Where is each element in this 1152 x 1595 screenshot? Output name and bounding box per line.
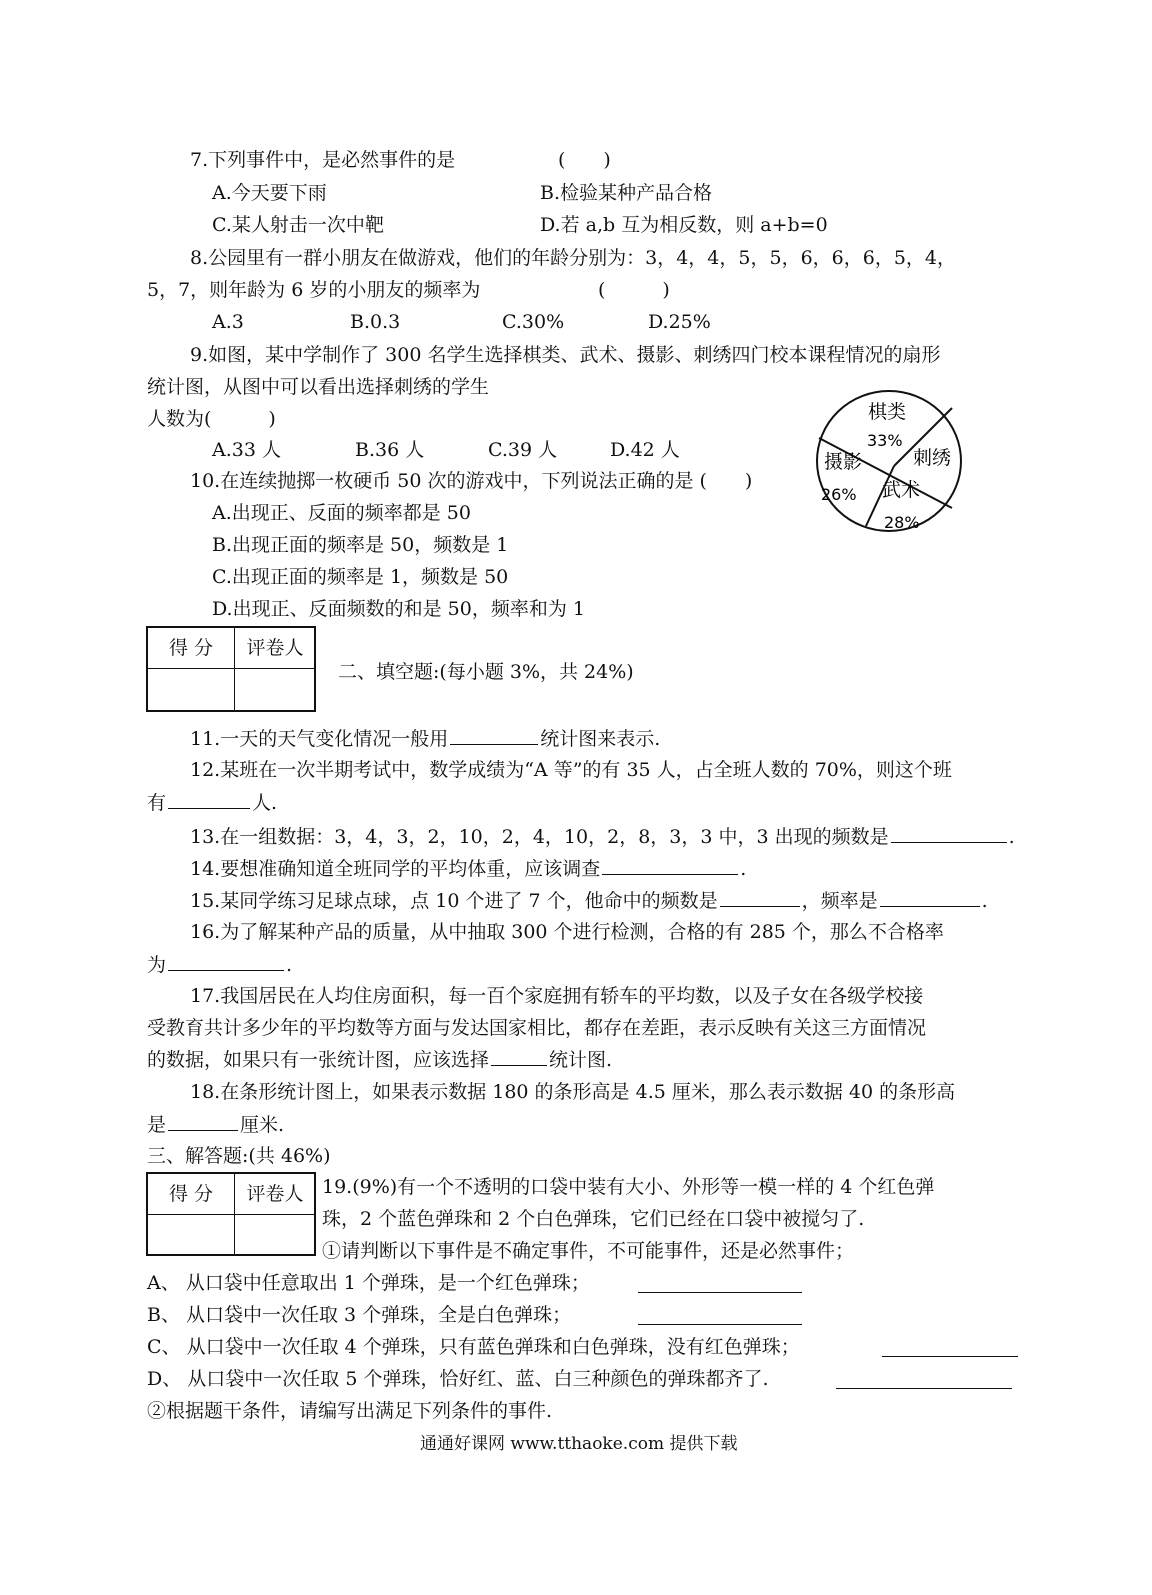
q9-option-a: A.33 人 — [212, 439, 281, 461]
q19-item-a-blank[interactable] — [638, 1274, 802, 1293]
q19-item-b — [147, 1303, 571, 1327]
q19-item-d — [147, 1367, 768, 1391]
score-box-row-divider — [148, 668, 314, 669]
q17-line1: 17.我国居民在人均住房面积，每一百个家庭拥有轿车的平均数，以及子女在各级学校接 — [190, 985, 924, 1007]
pie-chart — [812, 386, 972, 538]
pie-slice-pct-wushu: 28% — [884, 513, 920, 532]
q9-stem-line2: 统计图，从图中可以看出选择刺绣的学生 — [147, 376, 490, 398]
q16-blank[interactable] — [168, 952, 284, 971]
score-box-divider — [234, 628, 235, 710]
q16-text-pre: 为 — [147, 954, 167, 976]
q18-line2 — [147, 1112, 284, 1137]
q19-item-a-text: A、 从口袋中任意取出 1 个弹珠，是一个红色弹珠； — [147, 1272, 590, 1294]
q19-item-c-text: C、 从口袋中一次任取 4 个弹珠，只有蓝色弹珠和白色弹珠，没有红色弹珠； — [147, 1336, 800, 1358]
q15-blank-2[interactable] — [880, 888, 980, 907]
q11-text-pre: 11.一天的天气变化情况一般用 — [190, 728, 449, 750]
q7-option-d: D.若 a,b 互为相反数，则 a+b=0 — [540, 214, 828, 236]
q19-item-b-blank[interactable] — [638, 1306, 802, 1325]
q9-stem-line3: 人数为( ) — [147, 408, 276, 430]
grader-header: 评卷人 — [246, 637, 304, 659]
q8-answer-paren: ( ) — [598, 279, 670, 301]
section3-title: 三、解答题:(共 46%) — [147, 1145, 331, 1167]
q12-line2 — [147, 790, 277, 815]
q14-blank[interactable] — [602, 856, 738, 875]
q8-option-c: C.30% — [502, 311, 565, 333]
q10-option-b: B.出现正面的频率是 50，频数是 1 — [212, 534, 509, 556]
score-box-section2 — [146, 626, 316, 712]
q9-option-b: B.36 人 — [355, 439, 425, 461]
q8-option-d: D.25% — [648, 311, 711, 333]
q18-line1: 18.在条形统计图上，如果表示数据 180 的条形高是 4.5 厘米，那么表示数据 40 的条形高 — [190, 1081, 956, 1103]
pie-slice-label-wushu: 武术 — [882, 479, 921, 501]
page-footer: 通通好课网 www.tthaoke.com 提供下载 — [420, 1434, 738, 1454]
q19-item-c-blank[interactable] — [882, 1338, 1018, 1357]
q17-blank[interactable] — [491, 1047, 547, 1066]
q12-blank[interactable] — [168, 790, 250, 809]
q17-line2: 受教育共计多少年的平均数等方面与发达国家相比，都存在差距，表示反映有关这三方面情况 — [147, 1017, 927, 1039]
q7-option-c: C.某人射击一次中靶 — [212, 214, 384, 236]
q19-line2: 珠，2 个蓝色弹珠和 2 个白色弹珠，它们已经在口袋中被搅匀了. — [322, 1208, 865, 1230]
q14-text-pre: 14.要想准确知道全班同学的平均体重，应该调查 — [190, 858, 601, 880]
q12-text-post: 人. — [252, 792, 278, 814]
q8-option-a: A.3 — [212, 311, 244, 333]
q7-stem: 7.下列事件中，是必然事件的是 — [190, 149, 456, 171]
score-box-section3 — [146, 1172, 316, 1256]
q8-stem-line1: 8.公园里有一群小朋友在做游戏，他们的年龄分别为：3，4，4，5，5，6，6，6，5，4， — [190, 247, 957, 269]
q16-line1: 16.为了解某种产品的质量，从中抽取 300 个进行检测，合格的有 285 个，那么不合格率 — [190, 921, 944, 943]
q13-text-post: . — [1008, 826, 1015, 848]
q11-blank[interactable] — [450, 726, 538, 745]
q10-option-a: A.出现正、反面的频率都是 50 — [212, 502, 471, 524]
q19-part2: ②根据题干条件，请编写出满足下列条件的事件. — [147, 1400, 553, 1422]
q16-text-post: . — [286, 954, 293, 976]
pie-slice-label-sheying: 摄影 — [824, 451, 863, 473]
pie-slice-pct-sheying: 26% — [821, 485, 857, 504]
q19-line1: 19.(9%)有一个不透明的口袋中装有大小、外形等一模一样的 4 个红色弹 — [322, 1176, 935, 1198]
q7-answer-paren: ( ) — [558, 149, 611, 171]
q13 — [190, 824, 1015, 849]
q17-line3 — [147, 1047, 612, 1072]
q12-line1: 12.某班在一次半期考试中，数学成绩为“A 等”的有 35 人，占全班人数的 70%，则这个班 — [190, 759, 952, 781]
q8-option-b: B.0.3 — [350, 311, 401, 333]
q17-text-post: 统计图. — [549, 1049, 613, 1071]
q18-blank[interactable] — [168, 1112, 238, 1131]
q13-blank[interactable] — [891, 824, 1007, 843]
q19-item-b-text: B、 从口袋中一次任取 3 个弹珠，全是白色弹珠； — [147, 1304, 572, 1326]
q19-item-d-blank[interactable] — [836, 1370, 1012, 1389]
q7-option-b: B.检验某种产品合格 — [540, 182, 713, 204]
score-header: 得 分 — [168, 1183, 214, 1205]
q11 — [190, 726, 660, 751]
pie-slice-pct-qilei: 33% — [867, 431, 903, 450]
q15-text-post: . — [981, 890, 988, 912]
q11-text-post: 统计图来表示. — [540, 728, 661, 750]
q19-part1: ①请判断以下事件是不确定事件，不可能事件，还是必然事件； — [322, 1240, 855, 1262]
q10-option-d: D.出现正、反面频数的和是 50，频率和为 1 — [212, 598, 585, 620]
q14-text-post: . — [740, 858, 747, 880]
section2-title: 二、填空题:(每小题 3%，共 24%) — [338, 661, 634, 683]
score-header: 得 分 — [168, 637, 214, 659]
q19-item-c — [147, 1335, 800, 1359]
q17-text-pre: 的数据，如果只有一张统计图，应该选择 — [147, 1049, 490, 1071]
q15-blank-1[interactable] — [720, 888, 800, 907]
q18-text-pre: 是 — [147, 1114, 167, 1136]
pie-slice-label-qilei: 棋类 — [868, 401, 907, 423]
score-box-row-divider — [148, 1214, 314, 1215]
grader-header: 评卷人 — [246, 1183, 304, 1205]
q12-text-pre: 有 — [147, 792, 167, 814]
q15-text-pre: 15.某同学练习足球点球，点 10 个进了 7 个，他命中的频数是 — [190, 890, 718, 912]
q9-option-d: D.42 人 — [610, 439, 680, 461]
q10-stem: 10.在连续抛掷一枚硬币 50 次的游戏中，下列说法正确的是 ( ) — [190, 470, 753, 492]
q9-stem-line1: 9.如图，某中学制作了 300 名学生选择棋类、武术、摄影、刺绣四门校本课程情况的扇形 — [190, 344, 941, 366]
q8-stem-line2: 5，7，则年龄为 6 岁的小朋友的频率为 — [147, 279, 481, 301]
q18-text-post: 厘米. — [240, 1114, 285, 1136]
q15-text-mid: ，频率是 — [801, 890, 878, 912]
q14 — [190, 856, 746, 881]
q19-item-a — [147, 1271, 590, 1295]
q16-line2 — [147, 952, 292, 977]
q9-option-c: C.39 人 — [488, 439, 558, 461]
q7-option-a: A.今天要下雨 — [212, 182, 327, 204]
q13-text-pre: 13.在一组数据：3，4，3，2，10，2，4，10，2，8，3，3 中，3 出现的频数是 — [190, 826, 889, 848]
q19-item-d-text: D、 从口袋中一次任取 5 个弹珠，恰好红、蓝、白三种颜色的弹珠都齐了. — [147, 1368, 769, 1390]
q10-option-c: C.出现正面的频率是 1，频数是 50 — [212, 566, 509, 588]
q15 — [190, 888, 988, 913]
pie-slice-label-cixiu: 刺绣 — [913, 447, 952, 469]
